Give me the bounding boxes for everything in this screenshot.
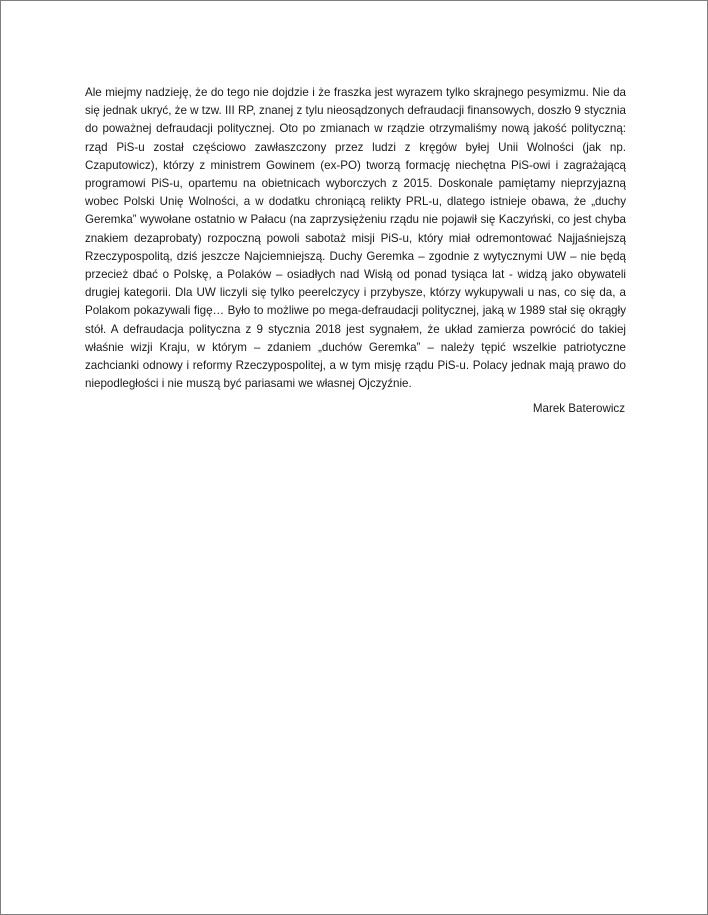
article-paragraph: Ale miejmy nadzieję, że do tego nie dojdzie i że fraszka jest wyrazem tylko skrajnego pesymizmu. Nie da się jednak ukryć, że w tzw. III RP, znanej z tylu nieosądzonych defraudacji finansowych, doszło 9 stycznia do poważnej defraudacji politycznej. Oto po zmianach w rządzie otrzymaliśmy nową jakość polityczną: rząd PiS-u został częściowo zawłaszczony przez ludzi z kręgów byłej Unii Wolności (jak np. Czaputowicz), którzy z ministrem Gowinem (ex-PO) tworzą formację niechętna PiS-owi i zagrażającą programowi PiS-u, opartemu na obietnicach wyborczych z 2015. Doskonale pamiętamy nieprzyjazną wobec Polski Unię Wolności, a w dodatku chroniącą relikty PRL-u, dlatego istnieje obawa, że „duchy Geremka” wywołane ostatnio w Pałacu (na zaprzysiężeniu rządu nie pojawił się Kaczyński, co jest chyba znakiem dezaprobaty) rozpoczną powoli sabotaż misji PiS-u, który miał odremontować Najjaśniejszą Rzeczypospolitą, dziś jeszcze Najciemniejszą. Duchy Geremka – zgodnie z wytycznymi UW – nie będą przecież dbać o Polskę, a Polaków – osiadłych nad Wisłą od ponad tysiąca lat - widzą jako obywateli drugiej kategorii. Dla UW liczyli się tylko peerelczycy i przybysze, którzy wykupywali u nas, co się da, a Polakom pokazywali figę… Było to możliwe po mega-defraudacji politycznej, jaką w 1989 stał się okrągły stół. A defraudacja polityczna z 9 stycznia 2018 jest sygnałem, że układ zamierza powrócić do takiej właśnie wizji Kraju, w którym – zdaniem „duchów Geremka” – należy tępić wszelkie patriotyczne zachcianki odnowy i reformy Rzeczypospolitej, a w tym misję rządu PiS-u. Polacy jednak mają prawo do niepodległości i nie muszą być pariasami we własnej Ojczyźnie. [85, 86, 626, 391]
author-signature: Marek Baterowicz [532, 402, 625, 415]
